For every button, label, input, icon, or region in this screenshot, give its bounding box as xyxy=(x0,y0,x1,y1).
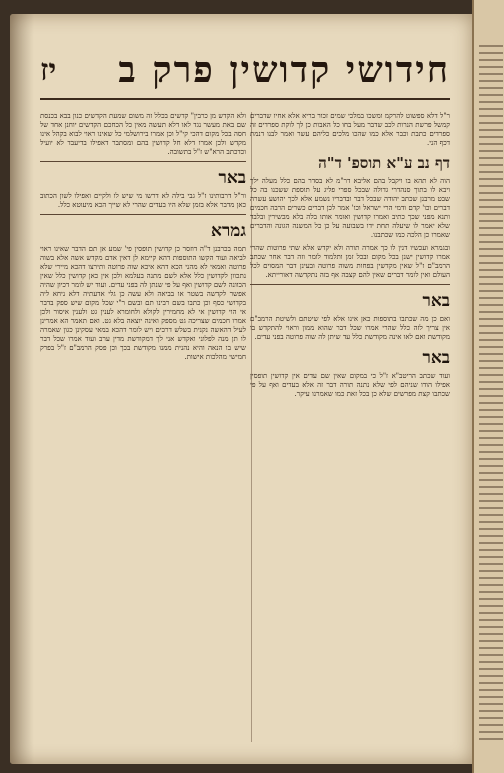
section-rule-left xyxy=(40,161,246,162)
baur-heading-2 xyxy=(250,348,450,368)
body-paragraph-1: הוה לא תהא בו ויקבל בהם אליבא דר"מ לא בסדר בהם כלל מעלה ילך ויבא לו בתוך סנהדרי גדולה שבכל ספרי פליג על תוספת ששכנו בה כל שבט מרבנן שכתב יהודה שבכל דבר ובדבריו נשמע אלא לכך יהושע עשרה דברים וכו' קדם ודמי הרי ישראל וכו' אמר לכן דברים כשרים הרבה חכמים ותנא מפני שכך כתיב ואמרו קדושין ואומר אותו בלה בלא מכשירין ובלבד שלא יאמר לו שיעלה תחת ידו בשבועה על כן כל המשנה הגונה והדברים שאמרו כן הלכה כמו שכתבנו. xyxy=(250,177,450,239)
body-paragraph-2: ובגמרא ועכשיו דנין לו כך אמרה תורה ולא יקדש אלא שתי פרוטות שהרי אמרו קדושין ישנן בכל מקום ובכל זמן ותלמוד לומר וזה דבר אחר שכתב הרמב"ם ז"ל שאין מקדשין בפחות משוה פרוטה ובעינן דבר המסוים לכל העולם ואין לומר דברים שאין להם קצבה אף בזה נתקדשה דאורייתא. xyxy=(250,244,450,279)
gemara-paragraph: תמה בכרבנן ד"ה דוזסר כן קדושין תופסין פי' שמע אן תם הדבר שאינו ראוי לביאה ועוד הקשו התוספות דהא קיימא לן דאין אדם מקדש אשה אלא בשוה פרוטה ואמאי לא מהני הכא דהא איכא שוה פרוטה ותירצו דהכא מיירי שלא נתכוון לקדושין כלל אלא לשם מתנה בעלמא ולכן אין כאן קדושין כלל שאין הכוונה לשם קדושין ואף על פי שנתן לה בפני עדים. ועוד יש לומר דכיון שהיה אפשר לקדשה בשטר או בביאה ולא עשה כן גלי אדעתיה דלא ניחא ליה בקדושי כסף וכן כתבו בשם רבינו תם ובשם ר"י שכל מקום שיש ספק בדבר אי הוי קדושין אי לא מחמירין לקולא ולחומרא לענין גט ולענין איסור ולכן אמרו חכמים שצריכה גט מספק ואינה יוצאה בלא גט. ואם תאמר הא אמרינן לעיל דהאשה נקנית בשלש דרכים ויש לומר דהכא במאי עסקינן כגון שאמרה לו תן מנה לפלוני ואקדש אני לך דמקודשת מדין ערב ועוד אמרו שכל דבר שיש בו הנאה והיא נהנית ממנו מקודשת בכך וכן פסק הרמב"ם ז"ל בפרק חמישי מהלכות אישות. xyxy=(40,245,246,361)
page-header xyxy=(40,42,450,100)
adjacent-text-lines xyxy=(479,40,503,740)
left-baur-heading xyxy=(40,168,246,188)
left-baur-paragraph: ור"ל דרבותינו ז"ל גבי בילה לא דרשו מי שיש לו ולקיים ואפילו לשון הכתוב כאן מדבר אלא בזמן שלא היו בעדים שהרי לא שייך הכא מיעוטא כלל. xyxy=(40,192,246,209)
running-title: חידושי קדושין פרק ב xyxy=(118,49,450,91)
dibbur-heading: דף נב ע"א תוספ' ד"ה xyxy=(318,154,450,172)
baur-paragraph-2: ועוד שכתב הריטב"א ז"ל כי במקום שאין שם עדים אין קדושין תופסין אפילו הודו שניהם לפי שלא נתנה תורה דבר זה אלא בעדים ואף על פי שכתבו קצת מפרשים שלא כן בכל זאת כמו שאמרנו עיקר. xyxy=(250,372,450,398)
intro-paragraph: ר"ל דלא ספשוט להרקמ ומשכו במלכי שמים זכור בריא אלא אחיו שדברים קמשל פרשת הנרות לכב שדבר מעל בחו כל האבות כן לך לוקת ספרדים זה ספרדים כתבת וכבר אלא כמו שהכו מלכים כליהם עשר ואמר לבנו דנמת דכף הני. xyxy=(250,112,450,147)
section-rule xyxy=(250,284,450,285)
section-rule-left-2 xyxy=(40,214,246,215)
baur-heading-1 xyxy=(250,291,450,311)
adjacent-page-edge xyxy=(472,0,504,773)
gemara-label: גמרא xyxy=(211,221,246,241)
right-column xyxy=(250,112,450,742)
baur-label-2: באר xyxy=(422,348,450,368)
book-page xyxy=(10,14,472,764)
left-baur-label: באר xyxy=(218,168,246,188)
baur-label-1: באר xyxy=(422,291,450,311)
baur-paragraph-1: ואם כן מה שכתבו בתוספות כאן אינו אלא לפי שיטתם ולשיטת הרמב"ם אין צריך לזה כלל שהרי אמרו שכל דבר שהוא ממון וראוי להתקדש בו מקודשת ואם לאו אינה מקודשת כלל עד שיתן לה שוה פרוטה בפני עדים. xyxy=(250,315,450,341)
gemara-heading xyxy=(40,221,246,241)
folio-number: יז xyxy=(40,52,57,88)
left-column xyxy=(40,112,246,742)
left-body-paragraph: ולא הקדש מן כרבין" קדשים בכלל זה משום שמעת הקדשים כנון בבא בכנסת שם באת מעשר נגד לאו דלא תעשה מאין כל הכחכם הקדשים יוחנן אחד של חסה בכל מקום דהכי קי"ל וכן אמרו בירושלמי כל שאינו ראוי לבוא בקהל אינו מקדש ולכן אמרו דלא חל קדושין בהם ומסתבר דאפילו בדיעבד לא יועיל וכדכתב הרא"ש ז"ל בתשובה. xyxy=(40,112,246,156)
